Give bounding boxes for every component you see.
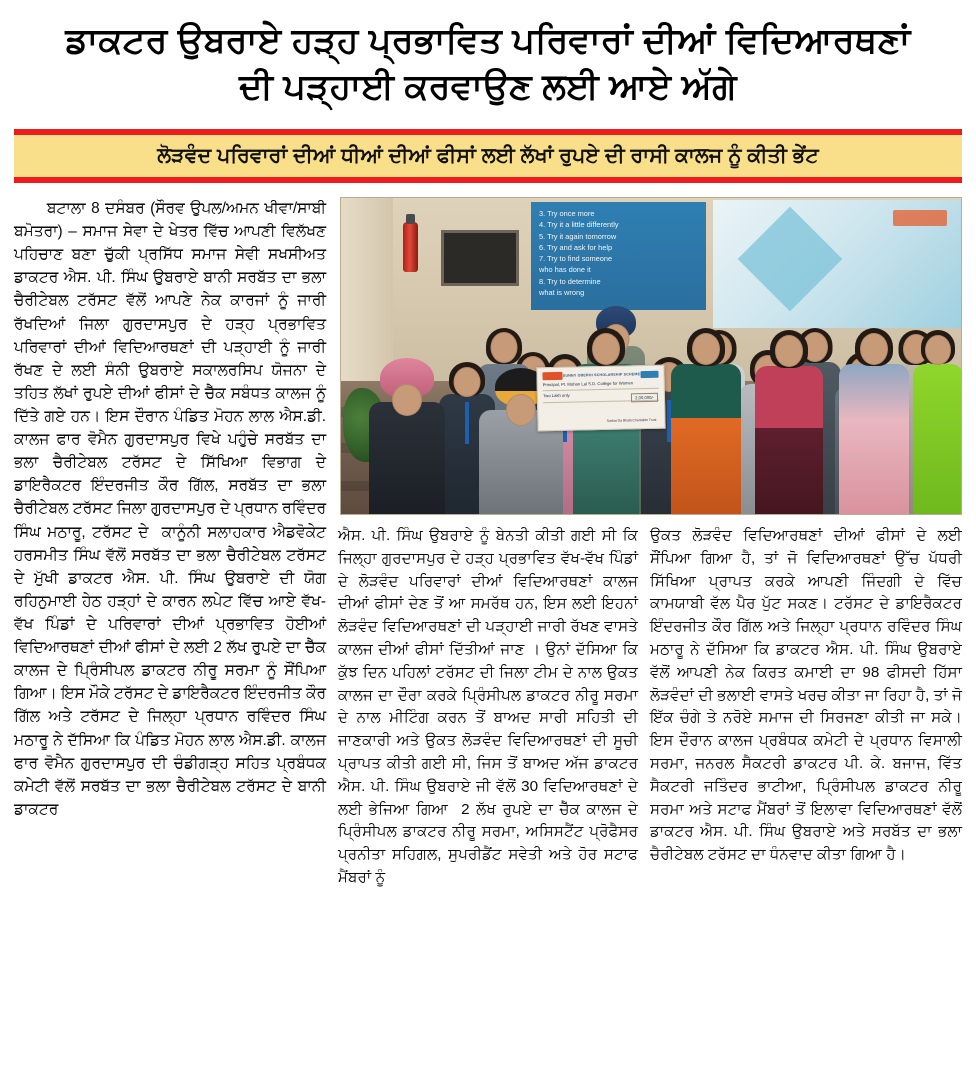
cheque-amount-figure: 2,00,000/- [631,393,658,403]
article-column-2 [338,525,643,890]
cheque-signature: Sarbat Da Bhala Charitable Trust [606,418,657,424]
headline-line-2: ਦੀ ਪੜ੍ਹਾਈ ਕਰਵਾਉਣ ਲਈ ਆਏ ਅੱਗੇ [239,66,737,106]
face [491,332,518,363]
headline-block [0,0,976,115]
article-column-3 [650,525,967,867]
poster-line: 8. Try to determine [539,276,601,286]
lanyard [465,402,469,444]
bank-logo-icon [640,370,658,377]
poster-line: 5. Try it again tomorrow [539,231,617,241]
face [925,335,951,365]
face [454,367,481,397]
column-1-text: ਬਟਾਲਾ 8 ਦਸੰਬਰ (ਸੌਰਵ ਉਪਲ/ਅਮਨ ਖੀਵਾ/ਸਾਬੀ ਬਮੋਤਰਾ) – ਸਮਾਜ ਸੇਵਾ ਦੇ ਖੇਤਰ ਵਿੱਚ ਆਪਣੀ ਵਿਲੱਖਣ ਪਹਿਚਾਣ ਬਣਾ ਚੁੱਕੀ ਪ੍ਰਸਿੱਧ ਸਮਾਜ ਸੇਵੀ ਸਖਸੀਅਤ ਡਾਕਟਰ ਐਸ. ਪੀ. ਸਿੰਘ ਉਬਰਾਏ ਬਾਨੀ ਸਰਬੱਤ ਦਾ ਭਲਾ ਚੈਰੀਟੇਬਲ ਟਰੱਸਟ ਵੱਲੋਂ ਆਪਣੇ ਨੇਕ ਕਾਰਜਾਂ ਨੂੰ ਜਾਰੀ ਰੱਖਦਿਆਂ ਜਿਲਾ ਗੁਰਦਾਸਪੁਰ ਦੇ ਹੜ੍ਹ ਪ੍ਰਭਾਵਿਤ ਪਰਿਵਾਰਾਂ ਦੀਆਂ ਵਿਦਿਆਰਥਣਾਂ ਦੀ ਪੜ੍ਹਾਈ ਨੂੰ ਜਾਰੀ ਰੱਖਣ ਦੇ ਲਈ ਸੰਨੀ ਉਬਰਾਏ ਸਕਾਲਰਸਿਪ ਯੋਜਨਾ ਦੇ ਤਹਿਤ ਲੱਖਾਂ ਰੁਪਏ ਦੀਆਂ ਫੀਸਾਂ ਦੇ ਚੈੱਕ ਸਬੰਧਤ ਕਾਲਜ ਨੂੰ ਦਿੱਤੇ ਗਏ ਹਨ। ਇਸ ਦੌਰਾਨ ਪੰਡਿਤ ਮੋਹਨ ਲਾਲ ਐਸ.ਡੀ. ਕਾਲਜ ਫਾਰ ਵੋਮੈਨ ਗੁਰਦਾਸਪੁਰ ਵਿਖੇ ਪਹੁੰਚੇ ਸਰਬੱਤ ਦਾ ਭਲਾ ਚੈਰੀਟੇਬਲ ਟਰੱਸਟ ਦੇ ਸਿੱਖਿਆ ਵਿਭਾਗ ਦੇ ਡਾਇਰੈਕਟਰ ਇੰਦਰਜੀਤ ਕੌਰ ਗਿੱਲ, ਸਰਬੱਤ ਦਾ ਭਲਾ ਚੈਰੀਟੇਬਲ ਟਰੱਸਟ ਜਿਲਾ ਗੁਰਦਾਸਪੁਰ ਦੇ ਪ੍ਰਧਾਨ ਰਵਿੰਦਰ ਸਿੰਘ ਮਠਾਰੂ, ਟਰੱਸਟ ਦੇ ਕਾਨੂੰਨੀ ਸਲਾਹਕਾਰ ਐਡਵੋਕੇਟ ਹਰਸਮੀਤ ਸਿੰਘ ਵੱਲੋਂ ਸਰਬੱਤ ਦਾ ਭਲਾ ਚੈਰੀਟੇਬਲ ਟਰੱਸਟ ਦੇ ਮੁੱਖੀ ਡਾਕਟਰ ਐਸ. ਪੀ. ਸਿੰਘ ਉਬਰਾਏ ਦੀ ਯੋਗ ਰਹਿਨੁਮਾਈ ਹੇਠ ਹੜ੍ਹਾਂ ਦੇ ਕਾਰਨ ਲਪੇਟ ਵਿੱਚ ਆਏ ਵੱਖ-ਵੱਖ ਪਿੰਡਾਂ ਦੇ ਪਰਿਵਾਰਾਂ ਦੀਆਂ ਪ੍ਰਭਾਵਿਤ ਹੋਈਆਂ ਵਿਦਿਆਰਥਣਾਂ ਦੀਆਂ ਫੀਸਾਂ ਦੇ ਲਈ 2 ਲੱਖ ਰੁਪਏ ਦਾ ਚੈੱਕ ਕਾਲਜ ਦੇ ਪ੍ਰਿੰਸੀਪਲ ਡਾਕਟਰ ਨੀਰੂ ਸਰਮਾ ਨੂੰ ਸੌਂਪਿਆ ਗਿਆ। ਇਸ ਮੌਕੇ ਟਰੱਸਟ ਦੇ ਡਾਇਰੈਕਟਰ ਇੰਦਰਜੀਤ ਕੌਰ ਗਿੱਲ ਅਤੇ ਟਰੱਸਟ ਦੇ ਜਿਲ੍ਹਾ ਪ੍ਰਧਾਨ ਰਵਿੰਦਰ ਸਿੰਘ ਮਠਾਰੂ ਨੇ ਦੱਸਿਆ ਕਿ ਪੰਡਿਤ ਮੋਹਨ ਲਾਲ ਐਸ.ਡੀ. ਕਾਲਜ ਫਾਰ ਵੋਮੈਨ ਗੁਰਦਾਸਪੁਰ ਦੀ ਚੰਡੀਗੜ੍ਹ ਸਹਿਤ ਪ੍ਰਬੰਧਕ ਕਮੇਟੀ ਵੱਲੋਂ ਸਰਬੱਤ ਦਾ ਭਲਾ ਚੈਰੀਟੇਬਲ ਟਰੱਸਟ ਦੇ ਬਾਨੀ ਡਾਕਟਰ [14,200,331,818]
person-front-maroon [755,366,823,514]
article-content [0,197,976,997]
person-front-green-suit [913,364,962,514]
photo-people-group [341,198,961,514]
photo-scene [341,198,961,514]
face [860,333,888,365]
cheque-amount-words: Two Lakh only [542,392,570,399]
poster-line: 4. Try it a little differently [539,220,619,230]
poster-line: 3. Try once more [539,209,595,218]
face [592,333,620,365]
face [692,333,720,365]
cheque-scheme-title: SUNNY OBEROI SCHOLARSHIP SCHEME [562,372,641,378]
column-3-text: ਉਕਤ ਲੋੜਵੰਦ ਵਿਦਿਆਰਥਣਾਂ ਦੀਆਂ ਫੀਸਾਂ ਦੇ ਲਈ ਸੌਂਪਿਆ ਗਿਆ ਹੈ, ਤਾਂ ਜੋ ਵਿਦਿਆਰਥਣਾਂ ਉੱਚ ਪੱਧਰੀ ਸਿੱਖਿਆ ਪ੍ਰਾਪਤ ਕਰਕੇ ਆਪਣੀ ਜਿੰਦਗੀ ਦੇ ਵਿੱਚ ਕਾਮਯਾਬੀ ਵੱਲ ਪੈਰ ਪੁੱਟ ਸਕਣ। ਟਰੱਸਟ ਦੇ ਡਾਇਰੈਕਟਰ ਇੰਦਰਜੀਤ ਕੌਰ ਗਿੱਲ ਅਤੇ ਜਿਲ੍ਹਾ ਪ੍ਰਧਾਨ ਰਵਿੰਦਰ ਸਿੰਘ ਮਠਾਰੂ ਨੇ ਦੱਸਿਆ ਕਿ ਡਾਕਟਰ ਐਸ. ਪੀ. ਸਿੰਘ ਉਬਰਾਏ ਵੱਲੋਂ ਆਪਣੀ ਨੇਕ ਕਿਰਤ ਕਮਾਈ ਦਾ 98 ਫੀਸਦੀ ਹਿੱਸਾ ਲੋੜਵੰਦਾਂ ਦੀ ਭਲਾਈ ਵਾਸਤੇ ਖਰਚ ਕੀਤਾ ਜਾ ਰਿਹਾ ਹੈ, ਤਾਂ ਜੋ ਇੱਕ ਚੰਗੇ ਤੇ ਨਰੋਏ ਸਮਾਜ ਦੀ ਸਿਰਜਣਾ ਕੀਤੀ ਜਾ ਸਕੇ। ਇਸ ਦੌਰਾਨ ਕਾਲਜ ਪ੍ਰਬੰਧਕ ਕਮੇਟੀ ਦੇ ਪ੍ਰਧਾਨ ਵਿਸਾਲੀ ਸਰਮਾ, ਜਨਰਲ ਸੈਕਟਰੀ ਡਾਕਟਰ ਪੀ. ਕੇ. ਬਜਾਜ, ਵਿੱਤ ਸੈਕਟਰੀ ਜਤਿੰਦਰ ਭਾਟੀਆ, ਪ੍ਰਿੰਸੀਪਲ ਡਾਕਟਰ ਨੀਰੂ ਸਰਮਾ ਅਤੇ ਸਟਾਫ ਮੈਂਬਰਾਂ ਤੋਂ ਇਲਾਵਾ ਵਿਦਿਆਰਥਣਾਂ ਵੱਲੋਂ ਡਾਕਟਰ ਐਸ. ਪੀ. ਸਿੰਘ ਉਬਰਾਏ ਅਤੇ ਸਰਬੱਤ ਦਾ ਭਲਾ ਚੈਰੀਟੇਬਲ ਟਰੱਸਟ ਦਾ ਧੰਨਵਾਦ ਕੀਤਾ ਗਿਆ ਹੈ। [650,527,967,864]
subhead-text: ਲੋੜਵੰਦ ਪਰਿਵਾਰਾਂ ਦੀਆਂ ਧੀਆਂ ਦੀਆਂ ਫੀਸਾਂ ਲਈ ਲੱਖਾਂ ਰੁਪਏ ਦੀ ਰਾਸੀ ਕਾਲਜ ਨੂੰ ਕੀਤੀ ਭੇਂਟ [157,144,819,167]
face [775,335,803,367]
cheque-header-row [542,370,658,380]
subhead-bar [14,129,962,183]
poster-line: 6. Try and ask for help [539,242,613,252]
poster-line: who has done it [539,265,591,275]
face [392,384,422,416]
article-column-1 [14,197,331,1027]
column-2-text: ਐਸ. ਪੀ. ਸਿੰਘ ਉਬਰਾਏ ਨੂੰ ਬੇਨਤੀ ਕੀਤੀ ਗਈ ਸੀ ਕਿ ਜਿਲ੍ਹਾ ਗੁਰਦਾਸਪੁਰ ਦੇ ਹੜ੍ਹ ਪ੍ਰਭਾਵਿਤ ਵੱਖ-ਵੱਖ ਪਿੰਡਾਂ ਦੇ ਲੋੜਵੰਦ ਪਰਿਵਾਰਾਂ ਦੀਆਂ ਵਿਦਿਆਰਥਣਾਂ ਕਾਲਜ ਦੀਆਂ ਫੀਸਾਂ ਦੇਣ ਤੋਂ ਆ ਸਮਰੱਥ ਹਨ, ਇਸ ਲਈ ਇਹਨਾਂ ਲੋੜਵੰਦ ਵਿਦਿਆਰਥਣਾਂ ਦੀ ਪੜ੍ਹਾਈ ਜਾਰੀ ਰੱਖਣ ਵਾਸਤੇ ਕਾਲਜ ਦੀਆਂ ਫੀਸਾਂ ਦਿੱਤੀਆਂ ਜਾਣ । ਉਨਾਂ ਦੱਸਿਆ ਕਿ ਕੁੱਝ ਦਿਨ ਪਹਿਲਾਂ ਟਰੱਸਟ ਦੀ ਜਿਲਾ ਟੀਮ ਦੇ ਨਾਲ ਉਕਤ ਕਾਲਜ ਦਾ ਦੌਰਾ ਕਰਕੇ ਪ੍ਰਿੰਸੀਪਲ ਡਾਕਟਰ ਨੀਰੂ ਸਰਮਾ ਦੇ ਨਾਲ ਮੀਟਿੰਗ ਕਰਨ ਤੋਂ ਬਾਅਦ ਸਾਰੀ ਸਹਿਤੀ ਦੀ ਜਾਣਕਾਰੀ ਅਤੇ ਉਕਤ ਲੋੜਵੰਦ ਵਿਦਿਆਰਥਣਾਂ ਦੀ ਸੂਚੀ ਪ੍ਰਾਪਤ ਕੀਤੀ ਗਈ ਸੀ, ਜਿਸ ਤੋਂ ਬਾਅਦ ਅੱਜ ਡਾਕਟਰ ਐਸ. ਪੀ. ਸਿੰਘ ਉਬਰਾਏ ਜੀ ਵੱਲੋਂ 30 ਵਿਦਿਆਰਥਣਾਂ ਦੇ ਲਈ ਭੇਜਿਆ ਗਿਆ 2 ਲੱਖ ਰੁਪਏ ਦਾ ਚੈੱਕ ਕਾਲਜ ਦੇ ਪ੍ਰਿੰਸੀਪਲ ਡਾਕਟਰ ਨੀਰੂ ਸਰਮਾ, ਅਸਿਸਟੈਂਟ ਪ੍ਰੋਫੈਸਰ ਪ੍ਰਨੀਤਾ ਸਹਿਗਲ, ਸੁਪਰੀਡੈਂਟ ਸਵੇਤੀ ਅਤੇ ਹੋਰ ਸਟਾਫ ਮੈਂਬਰਾਂ ਨੂੰ [338,527,643,886]
person-front-saree-orange [671,364,741,514]
headline-line-1: ਡਾਕਟਰ ਉਬਰਾਏ ਹੜ੍ਹ ਪ੍ਰਭਾਵਿਤ ਪਰਿਵਾਰਾਂ ਦੀਆਂ ਵਿਦਿਆਰਥਣਾਂ [65,21,911,60]
trust-logo-icon [542,372,562,380]
poster-line: 7. Try to find someone [539,254,613,263]
face [506,394,536,426]
presentation-cheque [536,365,665,432]
person-turban-pink [369,402,445,514]
poster-line: what is wrong [539,287,585,297]
cheque-payee: Principal, Pt. Mohan Lal S.D. College for Women [542,380,634,388]
article-photo [340,197,962,515]
person-front-pink-dupatta [839,364,909,514]
